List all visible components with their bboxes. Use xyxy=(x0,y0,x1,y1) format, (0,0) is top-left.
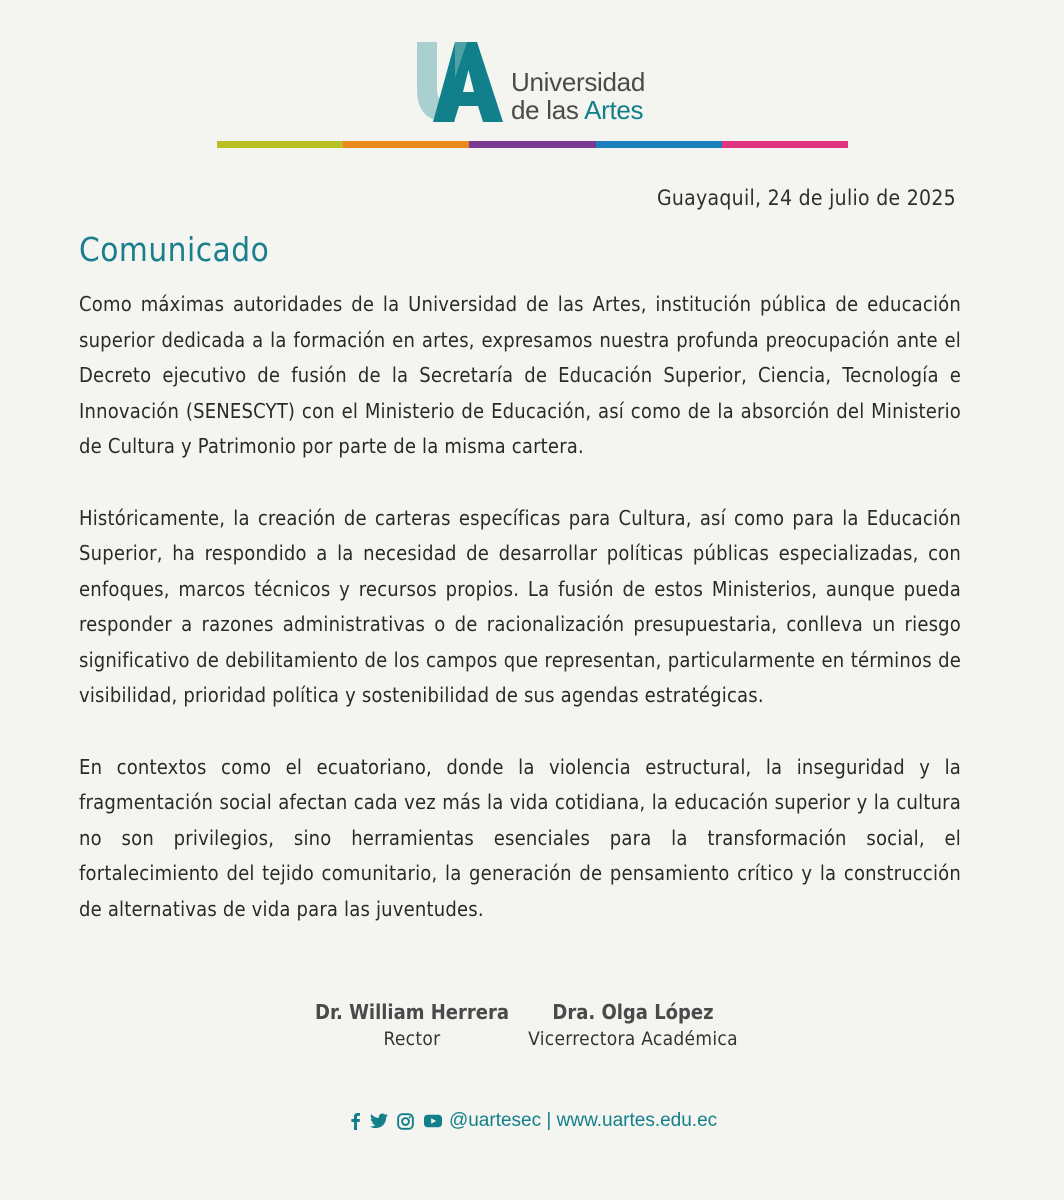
signature-role: Rector xyxy=(383,1028,441,1050)
document-body xyxy=(79,287,961,963)
logo-line-2-accent: Artes xyxy=(584,95,644,125)
website-link[interactable]: www.uartes.edu.ec xyxy=(556,1110,718,1131)
logo-line-2 xyxy=(511,96,645,124)
instagram-icon[interactable] xyxy=(397,1113,414,1130)
color-stripe-segment xyxy=(596,141,722,148)
logo-line-1: Universidad xyxy=(511,67,645,97)
signature-block xyxy=(0,998,1064,1058)
color-stripe xyxy=(217,141,848,148)
color-stripe-segment xyxy=(343,141,469,148)
youtube-icon[interactable] xyxy=(424,1114,442,1128)
signature-vicerrectora xyxy=(516,998,750,1052)
twitter-icon[interactable] xyxy=(370,1113,388,1129)
color-stripe-segment xyxy=(469,141,595,148)
signature-name: Dr. William Herrera xyxy=(315,1000,509,1024)
logo-wordmark xyxy=(511,68,645,124)
paragraph: En contextos como el ecuatoriano, donde la violencia estructural, la inseguridad y la fragmentación social afectan cada vez más la vida cotidiana, la educación superior y la cultura no son privilegios, sino herramientas esenciales para la transformación social, el fortalecimiento del tejido comunitario, la generación de pensamiento crítico y la construcción de alternativas de vida para las juventudes. xyxy=(79,754,961,921)
footer xyxy=(0,1110,1064,1132)
paragraph: Históricamente, la creación de carteras específicas para Cultura, así como para la Educación Superior, ha respondido a la necesidad de desarrollar políticas públicas especializadas, con enfoques, marcos técnicos y recursos propios. La fusión de estos Ministerios, aunque pueda responder a razones administrativas o de racionalización presupuestaria, conlleva un riesgo significativo de debilitamiento de los campos que representan, particularmente en términos de visibilidad, prioridad política y sostenibilidad de sus agendas estratégicas. xyxy=(79,505,961,707)
color-stripe-segment xyxy=(722,141,848,148)
paragraph: Como máximas autoridades de la Universidad de las Artes, institución pública de educación superior dedicada a la formación en artes, expresamos nuestra profunda preocupación ante el Decreto ejecutivo de fusión de la Secretaría de Educación Superior, Ciencia, Tecnología e Innovación (SENESCYT) con el Ministerio de Educación, así como de la absorción del Ministerio de Cultura y Patrimonio por parte de la misma cartera. xyxy=(79,292,961,458)
color-stripe-segment xyxy=(217,141,343,148)
document-date: Guayaquil, 24 de julio de 2025 xyxy=(656,186,956,210)
signature-name: Dra. Olga López xyxy=(552,1000,714,1024)
logo-mark-icon xyxy=(415,40,505,124)
footer-separator: | xyxy=(546,1110,552,1131)
signature-rector xyxy=(312,998,512,1052)
facebook-icon[interactable] xyxy=(349,1112,361,1130)
signature-role: Vicerrectora Académica xyxy=(528,1028,738,1050)
social-handle[interactable]: @uartesec xyxy=(448,1110,542,1131)
logo-line-2-prefix: de las xyxy=(511,95,585,125)
page-title: Comunicado xyxy=(79,230,270,269)
